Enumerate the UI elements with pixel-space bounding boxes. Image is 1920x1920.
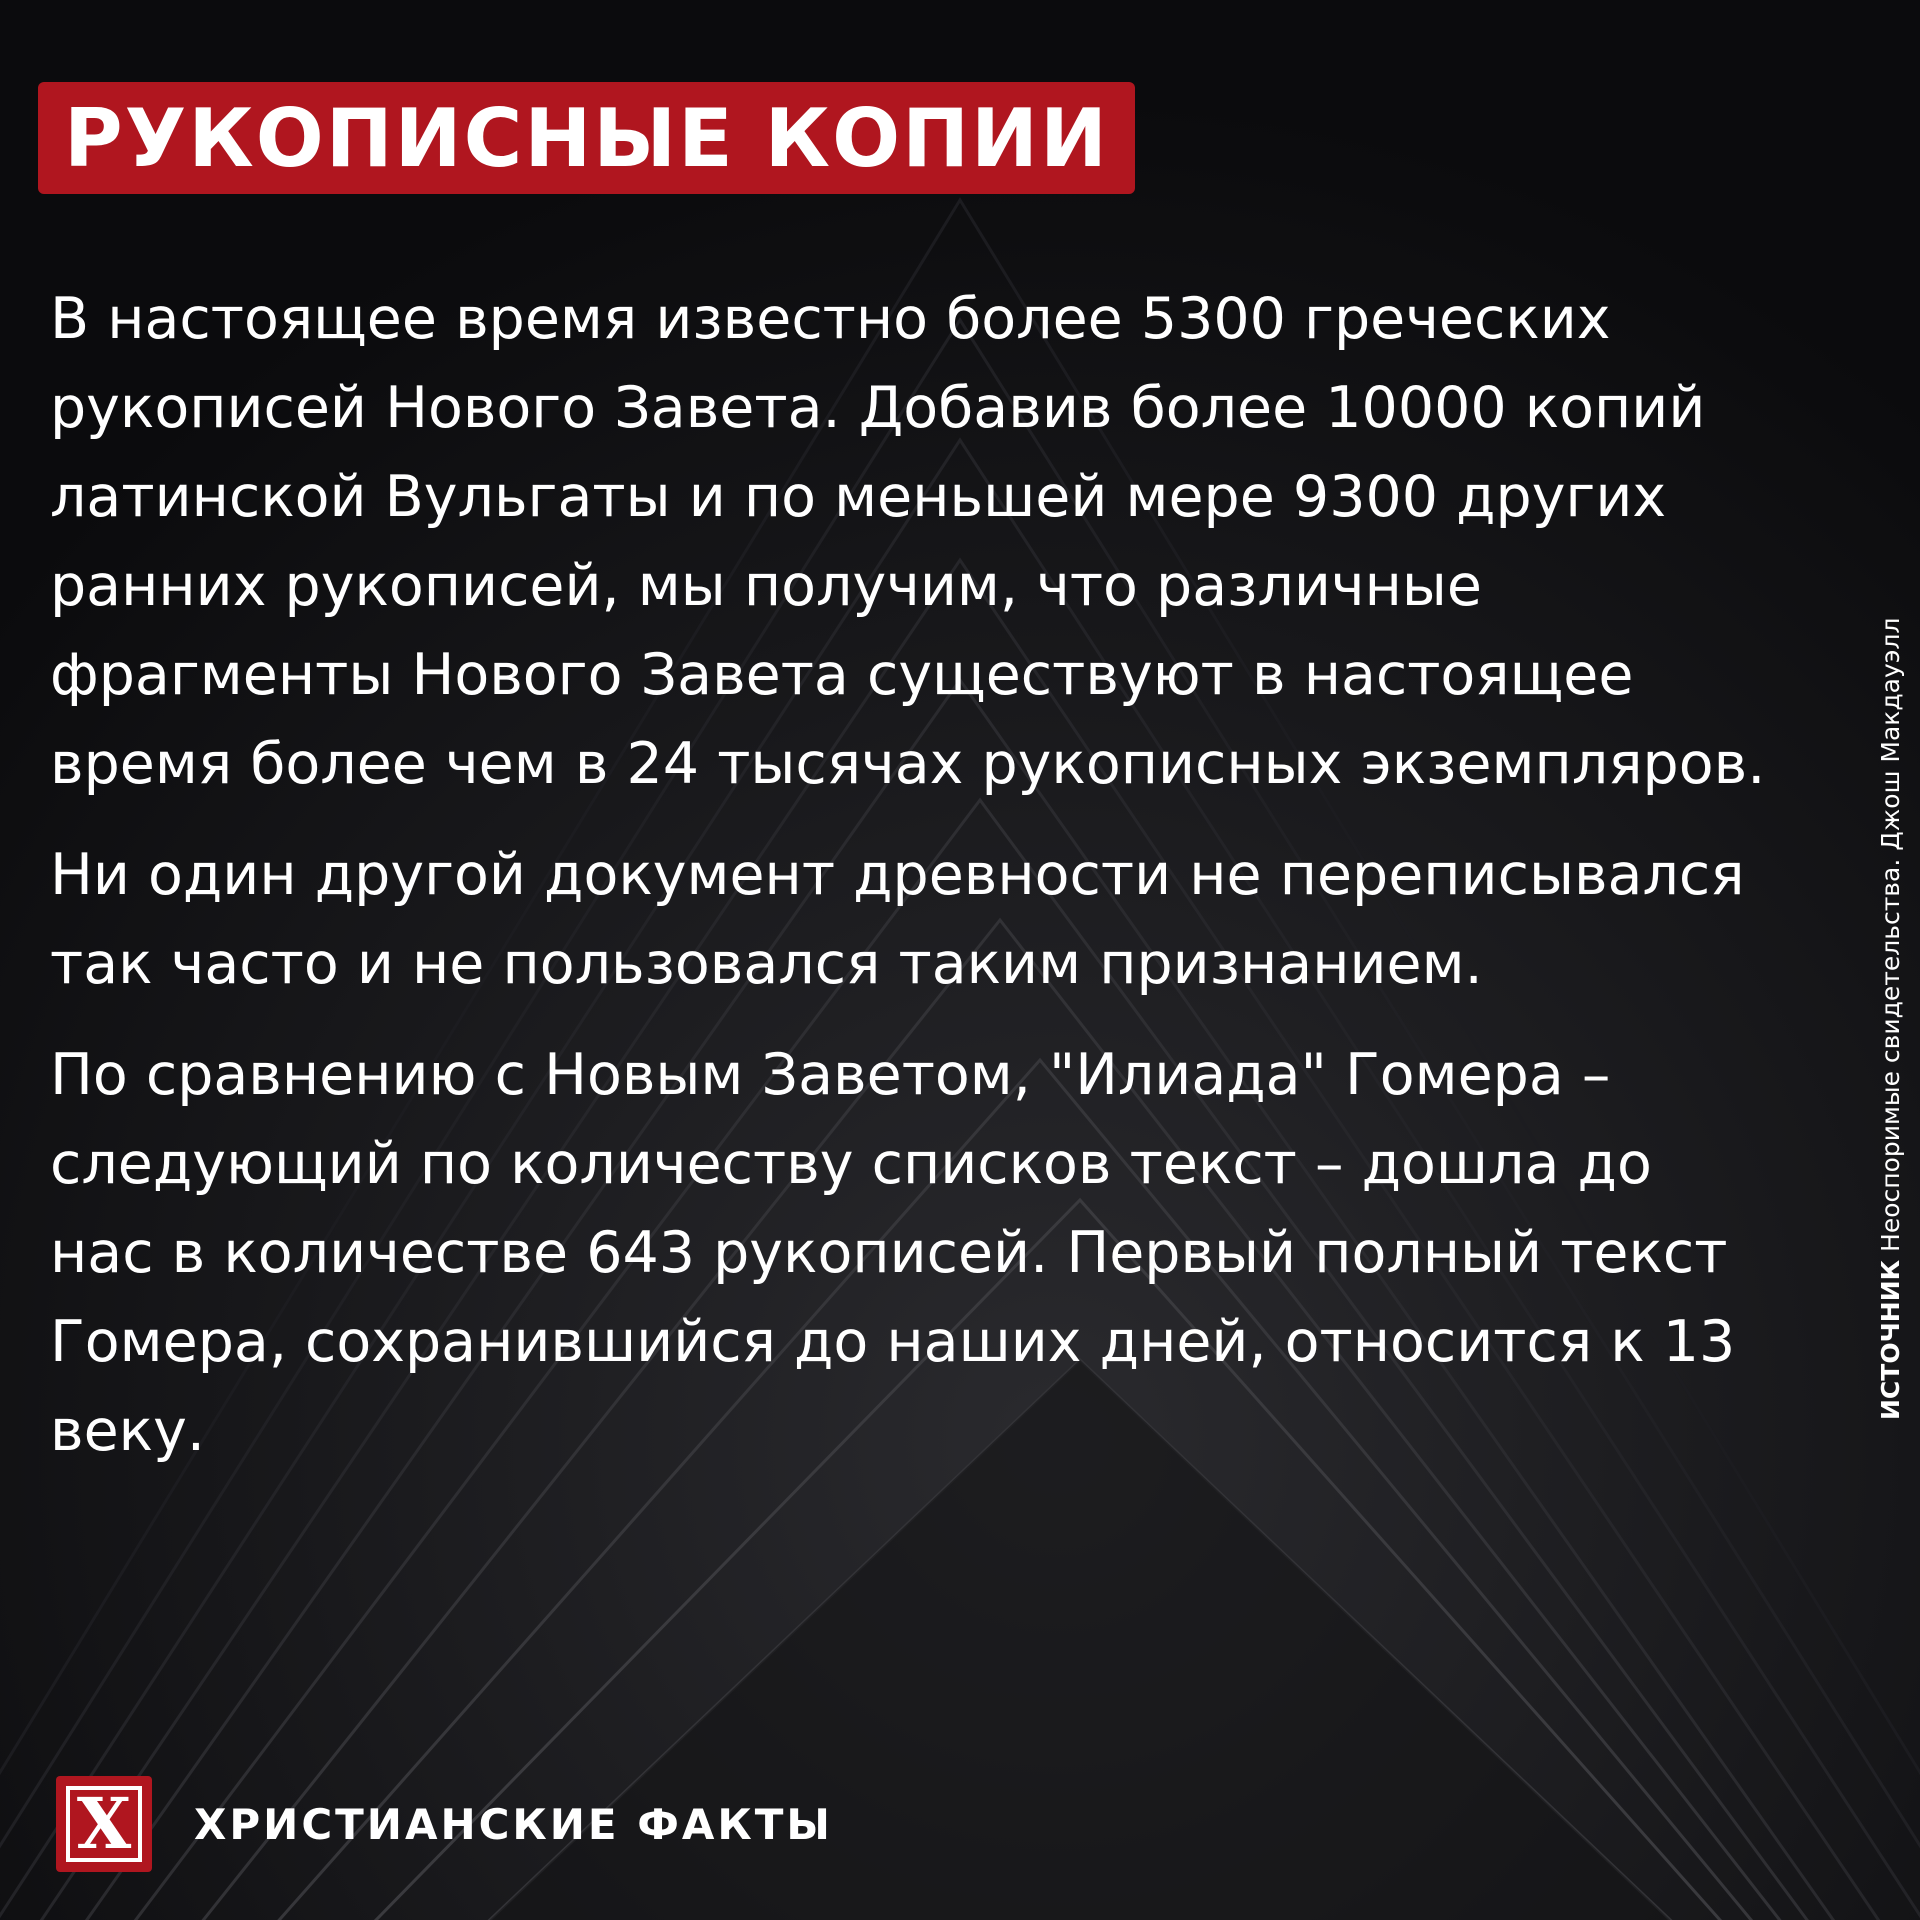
source-label: ИСТОЧНИК — [1876, 1259, 1905, 1420]
x-logo-icon: X — [56, 1776, 152, 1872]
page-title: РУКОПИСНЫЕ КОПИИ — [64, 91, 1109, 185]
paragraph: По сравнению с Новым Заветом, "Илиада" Гомера – следующий по количеству списков текст – дошла до нас в количестве 643 рукописей. Первый полный текст Гомера, сохранившийся до наших дней, относится к 13 веку. — [50, 1042, 1736, 1464]
brand-name: ХРИСТИАНСКИЕ ФАКТЫ — [194, 1799, 833, 1849]
source-text: Неоспоримые свидетельства. Джош Макдауэлл — [1876, 617, 1905, 1252]
paragraph: В настоящее время известно более 5300 греческих рукописей Нового Завета. Добавив более 10000 копий латинской Вульгаты и по меньшей мере 9300 других ранних рукописей, мы получим, что различные фрагменты Нового Завета существуют в настоящее время более чем в 24 тысячах рукописных экземпляров. — [50, 286, 1766, 797]
source-credit-text — [1876, 618, 1905, 1420]
footer-brand — [56, 1776, 833, 1872]
title-banner — [38, 82, 1135, 194]
paragraph: Ни один другой документ древности не переписывался так часто и не пользовался таким признанием. — [50, 842, 1745, 997]
article-body — [50, 275, 1770, 1498]
